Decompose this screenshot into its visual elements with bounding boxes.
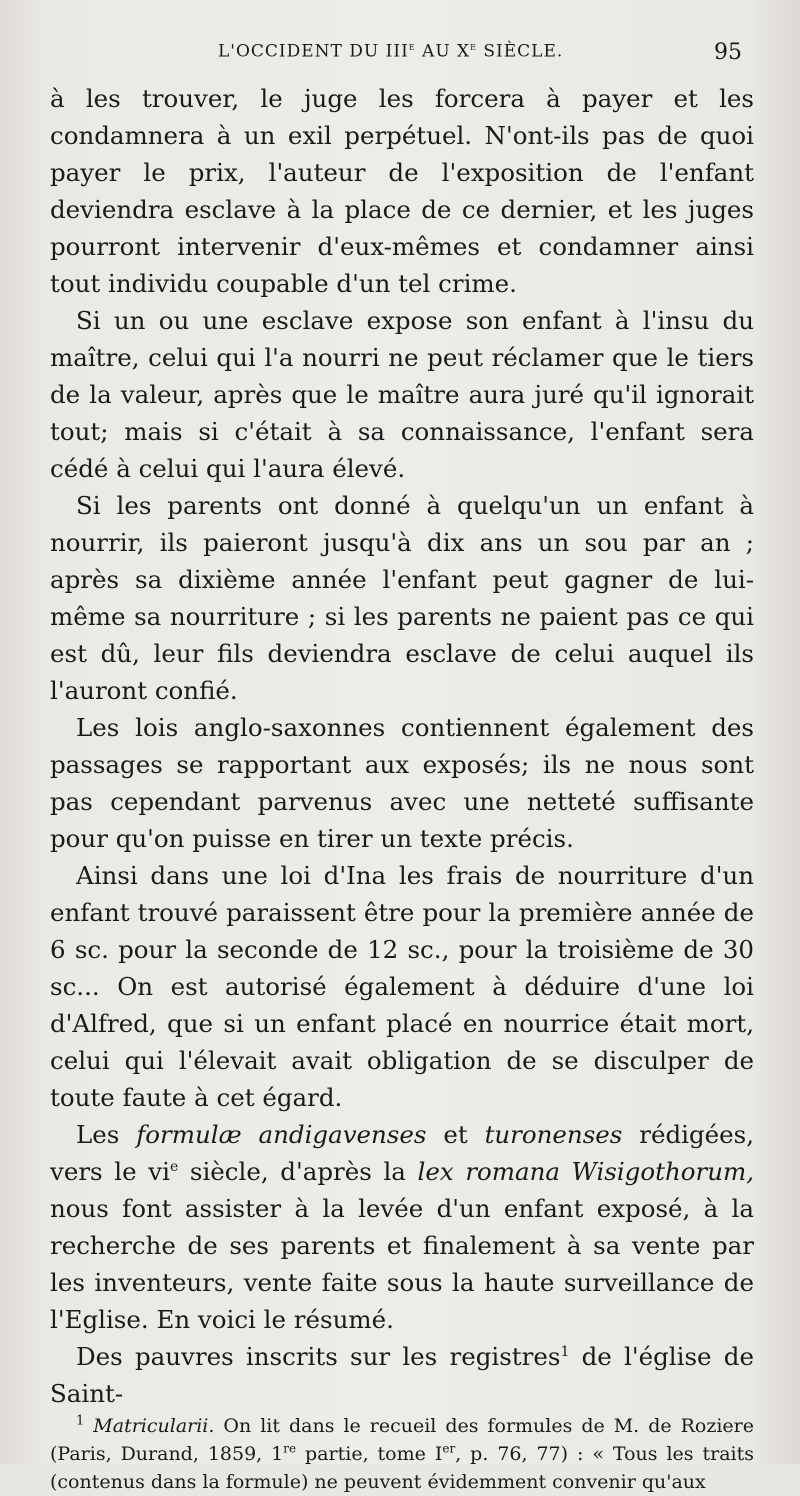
footnote-term: Matricularii. (93, 1415, 215, 1437)
page-header (50, 36, 754, 72)
superscript: e (169, 1158, 179, 1175)
paragraph-2: Si un ou une esclave expose son enfant à l'insu du maître, celui qui l'a nourri ne peut réclamer que le tiers de la valeur, après que le maître aura juré qu'il ignorait tout; mais si c'était à sa connaissance, l'enfant sera cédé à celui qui l'aura élevé. (50, 306, 754, 483)
footnote (50, 1412, 754, 1496)
paragraph-3: Si les parents ont donné à quelqu'un un enfant à nourrir, ils paieront jusqu'à dix ans un sou par an ; après sa dixième année l'enfant peut gagner de lui-même sa nourriture ; si les parents ne paient pas ce qui est dû, leur fils deviendra esclave de celui auquel ils l'auront confié. (50, 491, 754, 705)
running-title-sup: e (408, 40, 416, 53)
footnote-mark: 1 (76, 1413, 85, 1429)
italic-term: turonenses (484, 1120, 623, 1149)
running-title-sup: e (470, 40, 477, 53)
running-title-part: L'OCCIDENT DU III (218, 41, 409, 62)
italic-term: lex romana Wisigothorum, (417, 1157, 755, 1186)
page-number: 95 (714, 40, 742, 65)
paragraph-5: Ainsi dans une loi d'Ina les frais de nourriture d'un enfant trouvé paraissent être pour la première année de 6 sc. pour la seconde de 12 sc., pour la troisième de 30 sc... On est autorisé également à déduire d'une loi d'Alfred, que si un enfant placé en nourrice était mort, celui qui l'élevait avait obligation de se disculper de toute faute à cet égard. (50, 861, 754, 1112)
superscript: er (442, 1441, 456, 1456)
text-run: Les (76, 1120, 137, 1149)
running-title-part: AU X (415, 41, 471, 62)
text-run: rédigées, vers le vi (50, 1120, 755, 1186)
footnote-text: , p. 76, 77) : « Tous les traits (contenus dans la formule) ne peuvent évidemment convenir qu'aux (50, 1443, 755, 1493)
footnote-text: On lit dans le recueil des formules de M. de Roziere (Paris, Durand, 1859, 1 (50, 1415, 755, 1465)
footnote-reference: 1 (560, 1343, 570, 1360)
superscript: re (283, 1441, 297, 1456)
text-run: nous font assister à la levée d'un enfant exposé, à la recherche de ses parents et finalement à sa vente par les inventeurs, vente faite sous la haute surveillance de l'Eglise. En voici le résumé. (50, 1194, 754, 1334)
text-run: siècle, d'après la (178, 1157, 418, 1186)
footnote-text: partie, tome I (296, 1443, 443, 1465)
running-title (218, 40, 563, 62)
running-title-part: SIÈCLE. (477, 41, 564, 62)
paragraph-1: à les trouver, le juge les forcera à payer et les condamnera à un exil perpétuel. N'ont-ils pas de quoi payer le prix, l'auteur de l'exposition de l'enfant deviendra esclave à la place de ce dernier, et les juges pourront intervenir d'eux-mêmes et condamner ainsi tout individu coupable d'un tel crime. (50, 84, 754, 298)
italic-term: formulæ andigavenses (136, 1120, 427, 1149)
paragraph-7 (50, 1338, 754, 1412)
paragraph-6 (50, 1116, 754, 1338)
text-run: de l'église de Saint- (50, 1342, 754, 1408)
text-run: Des pauvres inscrits sur les registres (76, 1342, 561, 1371)
text-run: et (426, 1120, 485, 1149)
paragraph-4: Les lois anglo-saxonnes contiennent également des passages se rapportant aux exposés; ils ne nous sont pas cependant parvenus avec une netteté suffisante pour qu'on puisse en tirer un texte précis. (50, 713, 754, 853)
